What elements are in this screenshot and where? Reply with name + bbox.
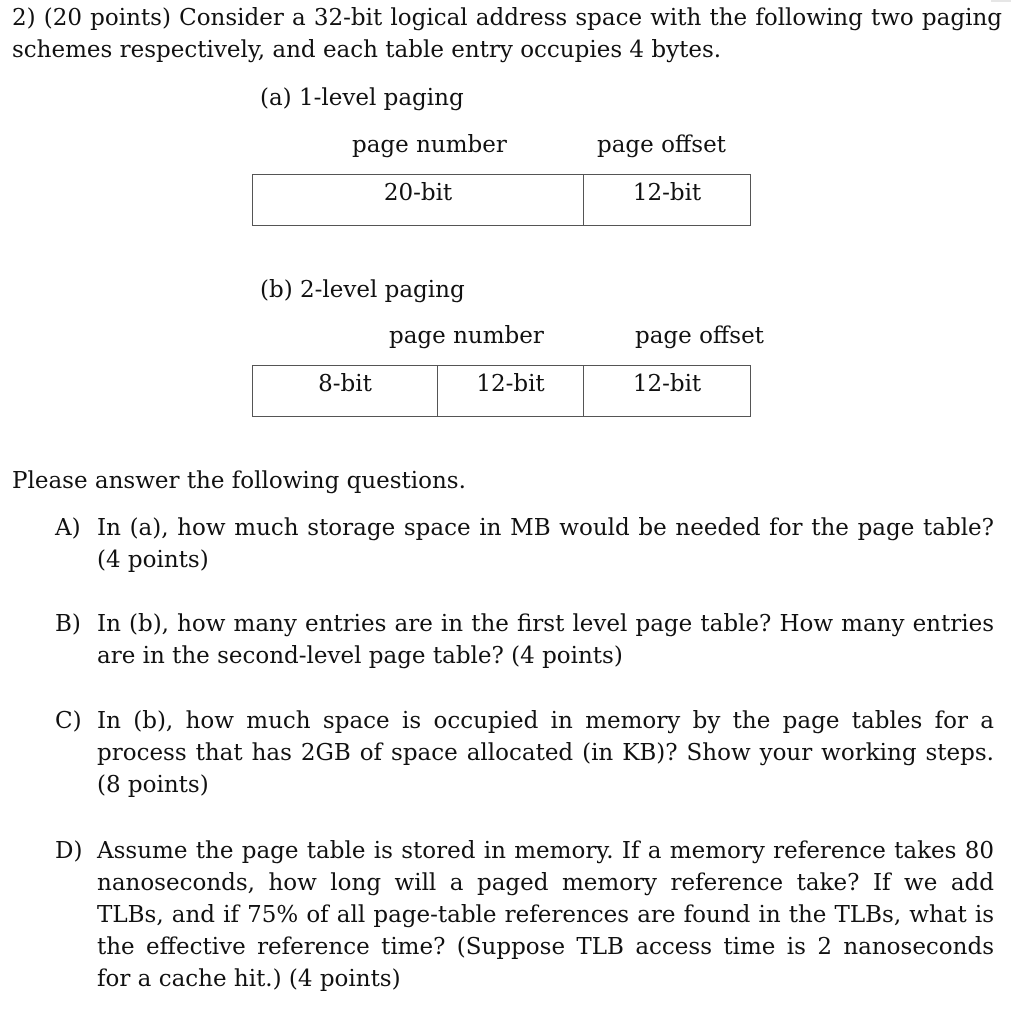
scheme-a-page-offset-label: page offset (597, 132, 726, 158)
question-a-text: In (a), how much storage space in MB would be needed for the page table? (4 points) (97, 515, 994, 573)
scheme-b-caption: (b) 2-level paging (260, 277, 465, 303)
instructions: Please answer the following questions. (12, 468, 466, 494)
scheme-a-caption: (a) 1-level paging (260, 85, 464, 111)
question-intro: 2) (20 points) Consider a 32-bit logical address space with the following two paging schemes respectively, and each table entry occupies 4 bytes. (12, 5, 1002, 63)
scheme-b-inner-page-field: 12-bit (437, 366, 583, 416)
scheme-b-page-number-label: page number (389, 323, 544, 349)
question-a-letter: A) (55, 515, 81, 541)
question-d-text: Assume the page table is stored in memory. If a memory reference takes 80 nanoseconds, how long will a paged memory reference take? If we add TLBs, and if 75% of all page-table references are found in the TLBs, what is the effective reference time? (Suppose TLB access time is 2 nanoseconds for a cache hit.) (4 points) (97, 838, 994, 992)
scheme-b-outer-page-field: 8-bit (318, 371, 372, 397)
question-d-letter: D) (55, 838, 83, 864)
scheme-b-address-table (252, 365, 751, 417)
scheme-a-page-offset-field: 12-bit (583, 175, 750, 225)
question-c-text: In (b), how much space is occupied in memory by the page tables for a process that has 2GB of space allocated (in KB)? Show your working steps. (8 points) (97, 708, 994, 798)
question-b-text: In (b), how many entries are in the first level page table? How many entries are in the second-level page table? (4 points) (97, 611, 994, 669)
scheme-b-page-offset-field: 12-bit (583, 366, 750, 416)
scheme-a-page-number-field: 20-bit (383, 180, 453, 206)
scheme-a-address-table (252, 174, 751, 226)
question-b-letter: B) (55, 611, 81, 637)
scheme-b-page-offset-label: page offset (635, 323, 764, 349)
question-c-letter: C) (55, 708, 82, 734)
scheme-a-page-number-label: page number (352, 132, 507, 158)
